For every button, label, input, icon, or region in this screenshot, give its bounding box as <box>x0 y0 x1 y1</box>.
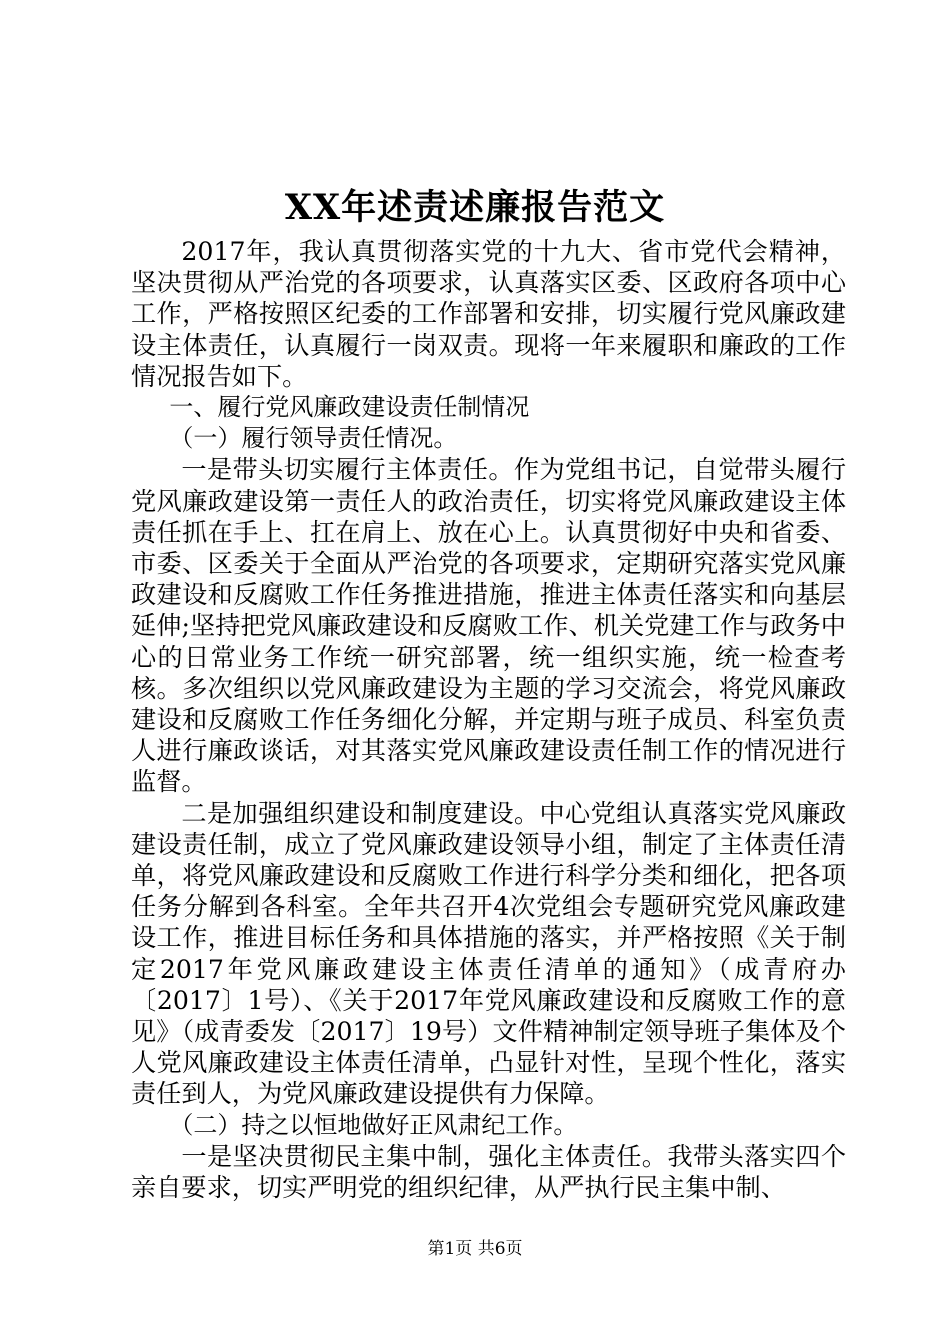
document-body <box>131 236 846 1203</box>
paragraph-2: 二是加强组织建设和制度建设。中心党组认真落实党风廉政建设责任制，成立了党风廉政建设领导小组，制定了主体责任清单，将党风廉政建设和反腐败工作进行科学分类和细化，把各项任务分解到各科室。全年共召开4次党组会专题研究党风廉政建设工作，推进目标任务和具体措施的落实，并严格按照《关于制定2017年党风廉政建设主体责任清单的通知》（成青府办〔2017〕1号）、《关于2017年党风廉政建设和反腐败工作的意见》（成青委发〔2017〕19号）文件精神制定领导班子集体及个人党风廉政建设主体责任清单，凸显针对性，呈现个性化，落实责任到人，为党风廉政建设提供有力保障。 <box>131 798 846 1109</box>
paragraph-intro: 2017年，我认真贯彻落实党的十九大、省市党代会精神，坚决贯彻从严治党的各项要求，认真落实区委、区政府各项中心工作，严格按照区纪委的工作部署和安排，切实履行党风廉政建设主体责任，认真履行一岗双责。现将一年来履职和廉政的工作情况报告如下。 <box>131 237 846 391</box>
subsection-heading-1: （一）履行领导责任情况。 <box>169 424 458 453</box>
document-title: XX年述责述廉报告范文 <box>284 187 666 228</box>
page-number: 第1页 共6页 <box>427 1239 523 1259</box>
subsection-heading-2: （二）持之以恒地做好正风肃纪工作。 <box>169 1110 578 1139</box>
section-heading-1: 一、履行党风廉政建设责任制情况 <box>169 393 530 422</box>
paragraph-1: 一是带头切实履行主体责任。作为党组书记，自觉带头履行党风廉政建设第一责任人的政治责任，切实将党风廉政建设主体责任抓在手上、扛在肩上、放在心上。认真贯彻好中央和省委、市委、区委关于全面从严治党的各项要求，定期研究落实党风廉政建设和反腐败工作任务推进措施，推进主体责任落实和向基层延伸;坚持把党风廉政建设和反腐败工作、机关党建工作与政务中心的日常业务工作统一研究部署，统一组织实施，统一检查考核。多次组织以党风廉政建设为主题的学习交流会，将党风廉政建设和反腐败工作任务细化分解，并定期与班子成员、科室负责人进行廉政谈话，对其落实党风廉政建设责任制工作的情况进行监督。 <box>131 455 846 797</box>
paragraph-3: 一是坚决贯彻民主集中制，强化主体责任。我带头落实四个亲自要求，切实严明党的组织纪律，从严执行民主集中制、 <box>131 1141 846 1203</box>
